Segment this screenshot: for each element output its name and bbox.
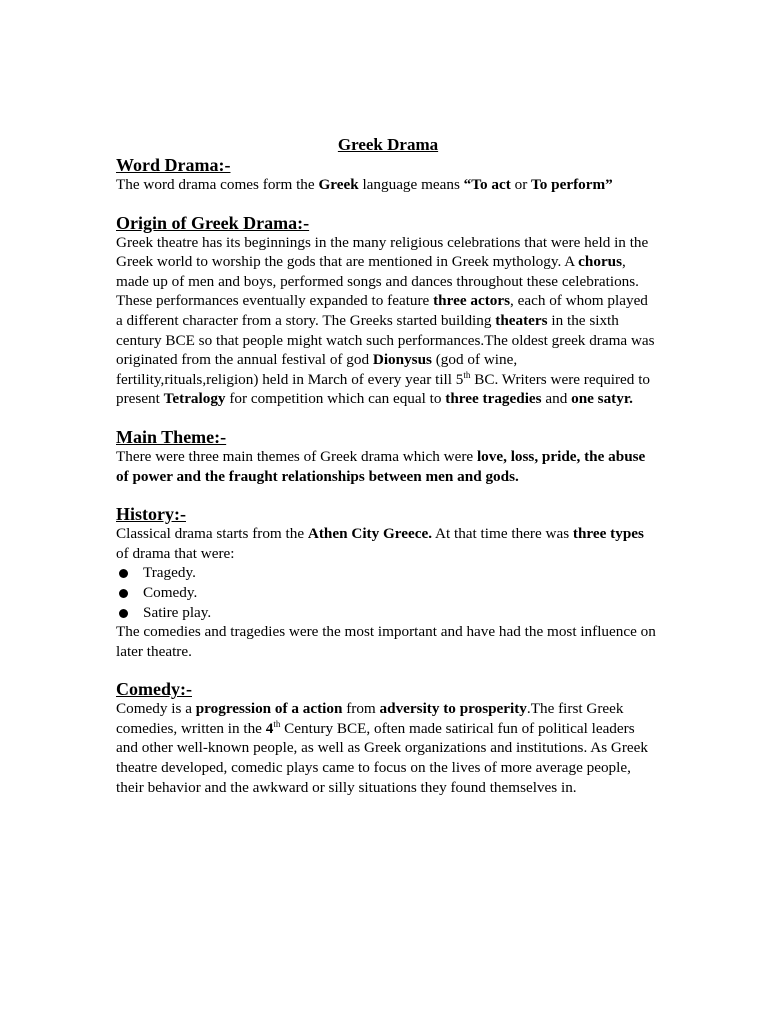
spacer	[116, 661, 656, 679]
bold-text-run: theaters	[495, 311, 548, 329]
bold-text-run: one satyr.	[571, 390, 633, 408]
list-item-label: Comedy.	[143, 583, 198, 601]
text-run: for competition which can equal to	[225, 390, 446, 408]
bold-text-run: love, loss, pride, the abuse of power and the fraught relationships between men and gods.	[116, 447, 646, 485]
spacer	[116, 195, 656, 213]
bold-text-run: To perform”	[531, 176, 613, 193]
text-run: BC. Writers were required to present	[116, 370, 651, 408]
bold-text-run: 4	[265, 719, 274, 737]
list-item	[116, 603, 656, 623]
spacer	[116, 409, 656, 427]
document-body	[116, 136, 656, 797]
text-run: Greek theatre has its beginnings in the many religious celebrations that were held in the Greek world to worship the gods that are mentioned in Greek mythology. A	[116, 233, 649, 271]
bold-text-run: progression of a action	[195, 700, 343, 718]
text-run: and	[541, 390, 572, 408]
paragraph-word-drama	[116, 175, 656, 195]
bold-text-run: chorus	[578, 253, 623, 271]
superscript: th	[463, 369, 471, 380]
heading-history: History:-	[116, 504, 186, 525]
text-run: The word drama comes form the	[116, 176, 319, 193]
superscript: th	[273, 718, 281, 729]
drama-types-list	[116, 563, 656, 622]
heading-comedy: Comedy:-	[116, 679, 192, 700]
heading-word-drama: Word Drama:-	[116, 155, 231, 175]
text-run: in the sixth century BCE so that people might watch such performances.The oldest greek drama was originated from the annual festival of god	[116, 311, 655, 369]
bullet-icon	[119, 609, 128, 618]
text-run: , each of whom played a different character from a story. The Greeks started building	[116, 292, 648, 329]
bold-text-run: “To act	[463, 176, 511, 193]
bullet-icon	[119, 569, 128, 578]
spacer	[116, 486, 656, 504]
bold-text-run: adversity to prosperity	[379, 700, 527, 718]
heading-origin: Origin of Greek Drama:-	[116, 212, 310, 233]
list-item	[116, 563, 656, 583]
text-run: Classical drama starts from the	[116, 525, 308, 543]
text-run: , made up of men and boys, performed songs and dances throughout these celebrations. These performances eventually expanded to feature	[116, 253, 639, 310]
text-run: language means	[358, 176, 464, 193]
bullet-icon	[119, 589, 128, 598]
text-run: At that time there was	[432, 525, 573, 543]
paragraph-main-theme	[116, 447, 656, 486]
text-run: (god of wine, fertility,rituals,religion) held in March of every year till 5	[116, 351, 518, 388]
text-run: There were three main themes of Greek drama which were	[116, 447, 477, 465]
paragraph-history-intro	[116, 524, 656, 563]
document-title: Greek Drama	[337, 135, 439, 154]
list-item-label: Tragedy.	[143, 564, 196, 582]
bold-text-run: Athen City Greece.	[307, 525, 433, 543]
heading-main-theme: Main Theme:-	[116, 426, 227, 447]
bold-text-run: Dionysus	[372, 351, 432, 369]
bold-text-run: Tetralogy	[163, 390, 226, 408]
list-item	[116, 583, 656, 603]
text-run: Century BCE, often made satirical fun of political leaders and other well-known people, as well as Greek organizations and institutions. As Greek theatre developed, comedic plays came to focus on the lives of more average people, their behavior and the awkward or silly situations they found themselves in.	[116, 719, 648, 796]
bold-text-run: Greek	[318, 176, 359, 193]
text-run: Comedy is a	[116, 700, 196, 718]
text-run: .The first Greek comedies, written in the	[116, 700, 624, 737]
text-run: from	[342, 700, 380, 718]
paragraph-comedy	[116, 699, 656, 797]
paragraph-history-outro: The comedies and tragedies were the most important and have had the most influence on later theatre.	[116, 623, 656, 660]
bold-text-run: three tragedies	[445, 390, 542, 408]
text-run: of drama that were:	[116, 544, 235, 562]
bold-text-run: three actors	[433, 292, 510, 310]
list-item-label: Satire play.	[143, 603, 212, 621]
bold-text-run: three types	[572, 525, 644, 543]
paragraph-origin	[116, 233, 656, 409]
text-run: or	[510, 176, 532, 193]
